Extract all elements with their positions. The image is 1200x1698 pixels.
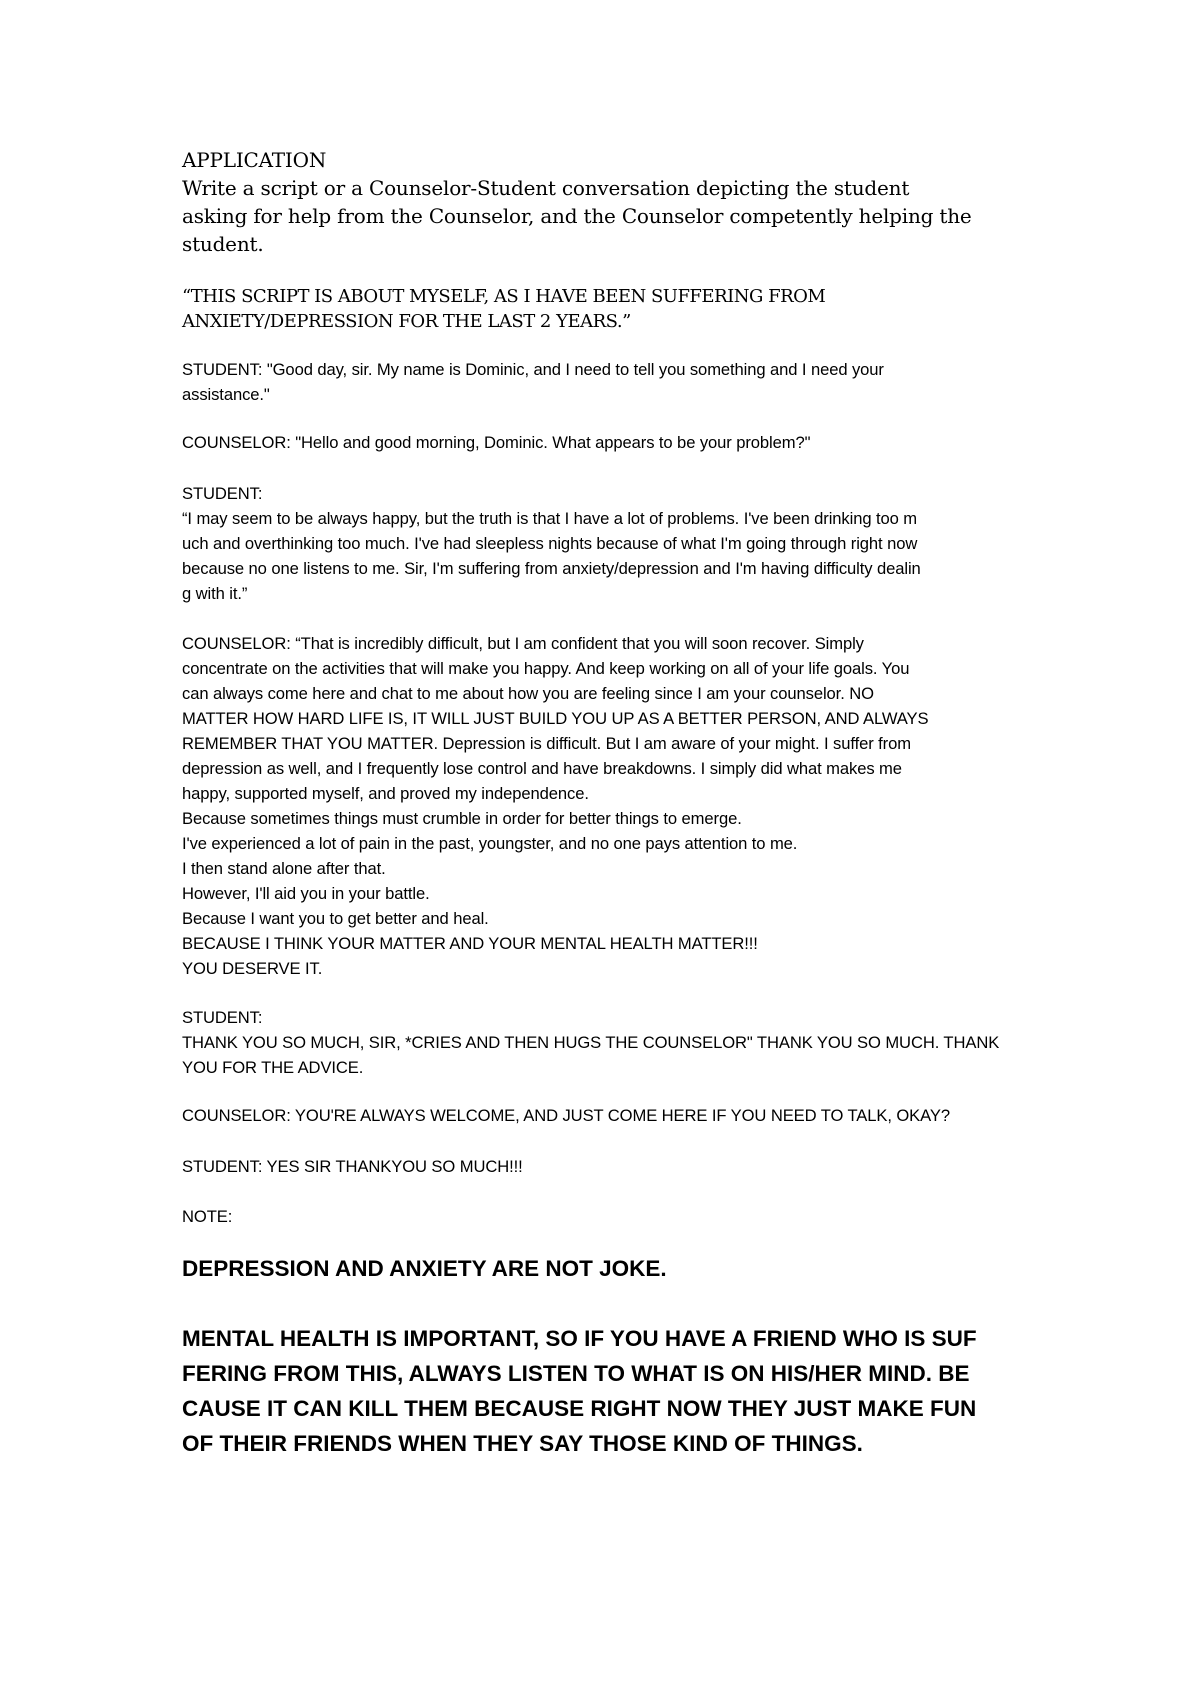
dialogue-line: COUNSELOR: YOU'RE ALWAYS WELCOME, AND JUST COME HERE IF YOU NEED TO TALK, OKAY? xyxy=(182,1106,950,1125)
note-line: CAUSE IT CAN KILL THEM BECAUSE RIGHT NOW THEY JUST MAKE FUN xyxy=(182,1396,977,1421)
dialogue-line: REMEMBER THAT YOU MATTER. Depression is difficult. But I am aware of your might. I suffer from xyxy=(182,734,911,753)
note-line: FERING FROM THIS, ALWAYS LISTEN TO WHAT IS ON HIS/HER MIND. BE xyxy=(182,1361,970,1386)
dialogue-line: can always come here and chat to me about how you are feeling since I am your counselor. NO xyxy=(182,684,874,703)
intro-quote-line: ANXIETY/DEPRESSION FOR THE LAST 2 YEARS.” xyxy=(182,311,631,332)
dialogue-line: Because I want you to get better and heal. xyxy=(182,909,489,928)
heading-block xyxy=(182,146,1042,258)
intro-quote xyxy=(182,284,1042,334)
dialogue-counselor-2 xyxy=(182,631,1042,981)
note-line: OF THEIR FRIENDS WHEN THEY SAY THOSE KIND OF THINGS. xyxy=(182,1431,863,1456)
instruction-line: asking for help from the Counselor, and the Counselor competently helping the xyxy=(182,204,972,228)
dialogue-line: “I may seem to be always happy, but the truth is that I have a lot of problems. I've been drinking too m xyxy=(182,509,917,528)
note-statement: DEPRESSION AND ANXIETY ARE NOT JOKE. xyxy=(182,1256,667,1281)
dialogue-line: happy, supported myself, and proved my independence. xyxy=(182,784,589,803)
dialogue-line: Because sometimes things must crumble in order for better things to emerge. xyxy=(182,809,742,828)
dialogue-line: concentrate on the activities that will make you happy. And keep working on all of your life goals. You xyxy=(182,659,910,678)
dialogue-line: BECAUSE I THINK YOUR MATTER AND YOUR MENTAL HEALTH MATTER!!! xyxy=(182,934,758,953)
dialogue-line: STUDENT: xyxy=(182,1008,263,1027)
dialogue-line: COUNSELOR: "Hello and good morning, Dominic. What appears to be your problem?" xyxy=(182,433,811,452)
dialogue-line: uch and overthinking too much. I've had sleepless nights because of what I'm going through right now xyxy=(182,534,918,553)
instruction-line: student. xyxy=(182,232,264,256)
note-label: NOTE: xyxy=(182,1207,233,1226)
dialogue-line: STUDENT: "Good day, sir. My name is Dominic, and I need to tell you something and I need your xyxy=(182,360,884,379)
dialogue-line: because no one listens to me. Sir, I'm suffering from anxiety/depression and I'm having difficulty dealin xyxy=(182,559,921,578)
dialogue-line: I've experienced a lot of pain in the past, youngster, and no one pays attention to me. xyxy=(182,834,798,853)
dialogue-line: STUDENT: xyxy=(182,484,263,503)
dialogue-student-1 xyxy=(182,357,1042,407)
page-title: APPLICATION xyxy=(182,148,327,172)
dialogue-line: g with it.” xyxy=(182,584,248,603)
dialogue-line: THANK YOU SO MUCH, SIR, *CRIES AND THEN HUGS THE COUNSELOR" THANK YOU SO MUCH. THANK xyxy=(182,1033,1000,1052)
dialogue-line: I then stand alone after that. xyxy=(182,859,386,878)
note-line: MENTAL HEALTH IS IMPORTANT, SO IF YOU HAVE A FRIEND WHO IS SUF xyxy=(182,1326,977,1351)
dialogue-line: However, I'll aid you in your battle. xyxy=(182,884,430,903)
dialogue-counselor-3 xyxy=(182,1103,1042,1128)
dialogue-student-3 xyxy=(182,1005,1042,1080)
dialogue-line: MATTER HOW HARD LIFE IS, IT WILL JUST BUILD YOU UP AS A BETTER PERSON, AND ALWAYS xyxy=(182,709,929,728)
dialogue-line: assistance." xyxy=(182,385,270,404)
dialogue-line: YOU DESERVE IT. xyxy=(182,959,323,978)
dialogue-line: COUNSELOR: “That is incredibly difficult, but I am confident that you will soon recover. Simply xyxy=(182,634,864,653)
dialogue-student-4 xyxy=(182,1154,1042,1179)
dialogue-line: depression as well, and I frequently lose control and have breakdowns. I simply did what makes me xyxy=(182,759,902,778)
instruction-line: Write a script or a Counselor-Student conversation depicting the student xyxy=(182,176,910,200)
dialogue-student-2 xyxy=(182,481,1042,606)
intro-quote-line: “THIS SCRIPT IS ABOUT MYSELF, AS I HAVE BEEN SUFFERING FROM xyxy=(182,286,826,307)
dialogue-line: STUDENT: YES SIR THANKYOU SO MUCH!!! xyxy=(182,1157,523,1176)
dialogue-counselor-1 xyxy=(182,430,1042,455)
dialogue-line: YOU FOR THE ADVICE. xyxy=(182,1058,364,1077)
note-paragraph xyxy=(182,1321,1042,1461)
